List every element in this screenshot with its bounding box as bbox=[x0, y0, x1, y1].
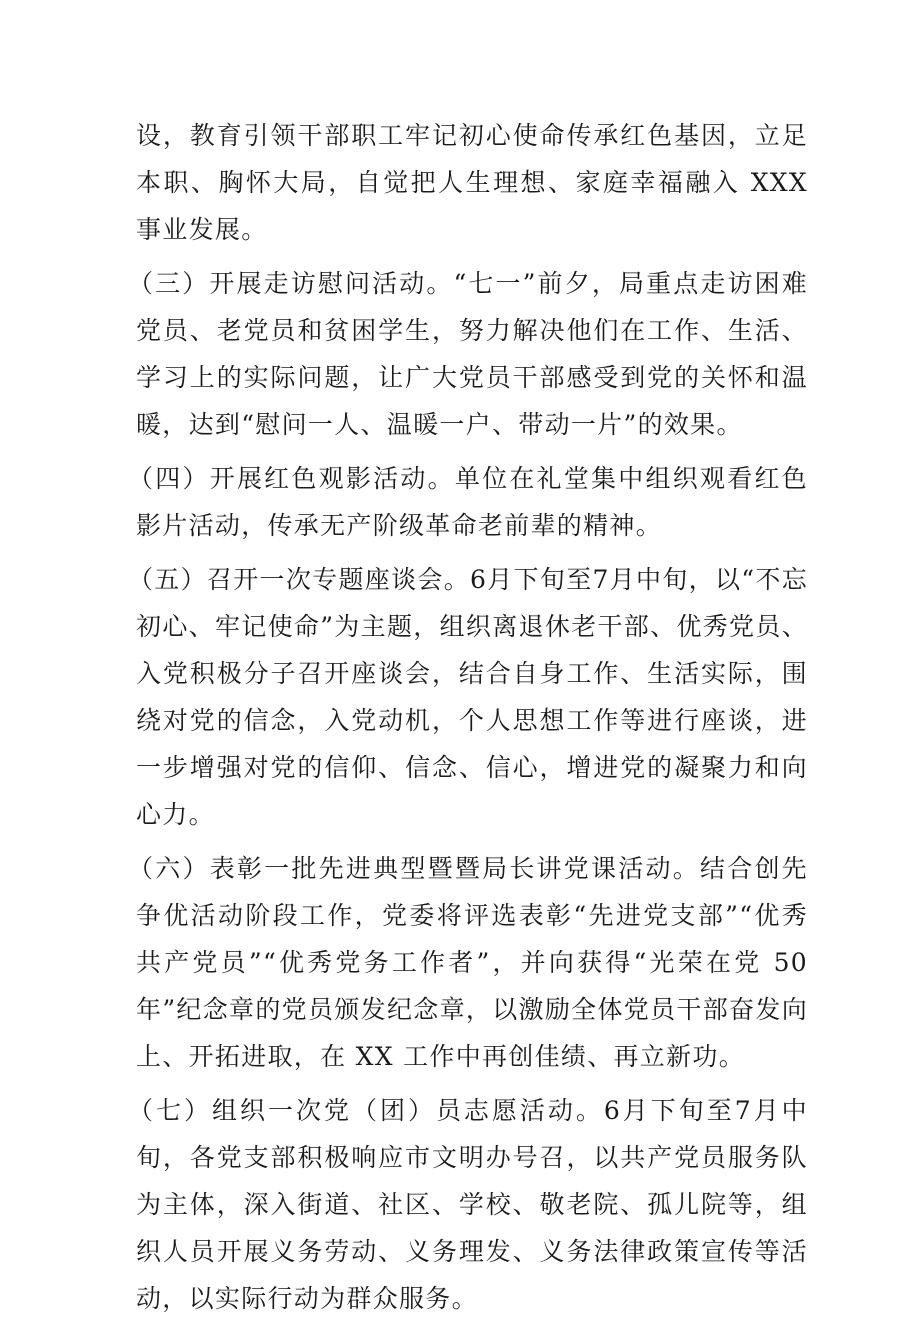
paragraph-item-4: （四）开展红色观影活动。单位在礼堂集中组织观看红色影片活动，传承无产阶级革命老前辈的精神。 bbox=[128, 464, 808, 540]
paragraph-item-6: （六）表彰一批先进典型暨暨局长讲党课活动。结合创先争优活动阶段工作，党委将评选表彰“先进党支部”“优秀共产党员”“优秀党务工作者”，并向获得“光荣在党 50 年”纪念章的党员颁发纪念章，以激励全体党员干部奋发向上、开拓进取，在 XX 工作中再创佳绩、再立新功。 bbox=[128, 854, 808, 1071]
paragraph-item-3: （三）开展走访慰问活动。“七一”前夕，局重点走访困难党员、老党员和贫困学生，努力解决他们在工作、生活、学习上的实际问题，让广大党员干部感受到党的关怀和温暖，达到“慰问一人、温暖一户、带动一片”的效果。 bbox=[128, 269, 808, 439]
paragraph-item-5: （五）召开一次专题座谈会。6月下旬至7月中旬，以“不忘初心、牢记使命”为主题，组织离退休老干部、优秀党员、入党积极分子召开座谈会，结合自身工作、生活实际，围绕对党的信念，入党动机，个人思想工作等进行座谈，进一步增强对党的信仰、信念、信心，增进党的凝聚力和向心力。 bbox=[128, 565, 808, 829]
paragraph-intro-continuation: 设，教育引领干部职工牢记初心使命传承红色基因，立足本职、胸怀大局，自觉把人生理想、家庭幸福融入 XXX 事业发展。 bbox=[136, 121, 808, 244]
document-body bbox=[128, 112, 808, 1329]
paragraph-item-7: （七）组织一次党（团）员志愿活动。6月下旬至7月中旬，各党支部积极响应市文明办号召，以共产党员服务队为主体，深入街道、社区、学校、敬老院、孤儿院等，组织人员开展义务劳动、义务理发、义务法律政策宣传等活动，以实际行动为群众服务。 bbox=[128, 1096, 808, 1313]
